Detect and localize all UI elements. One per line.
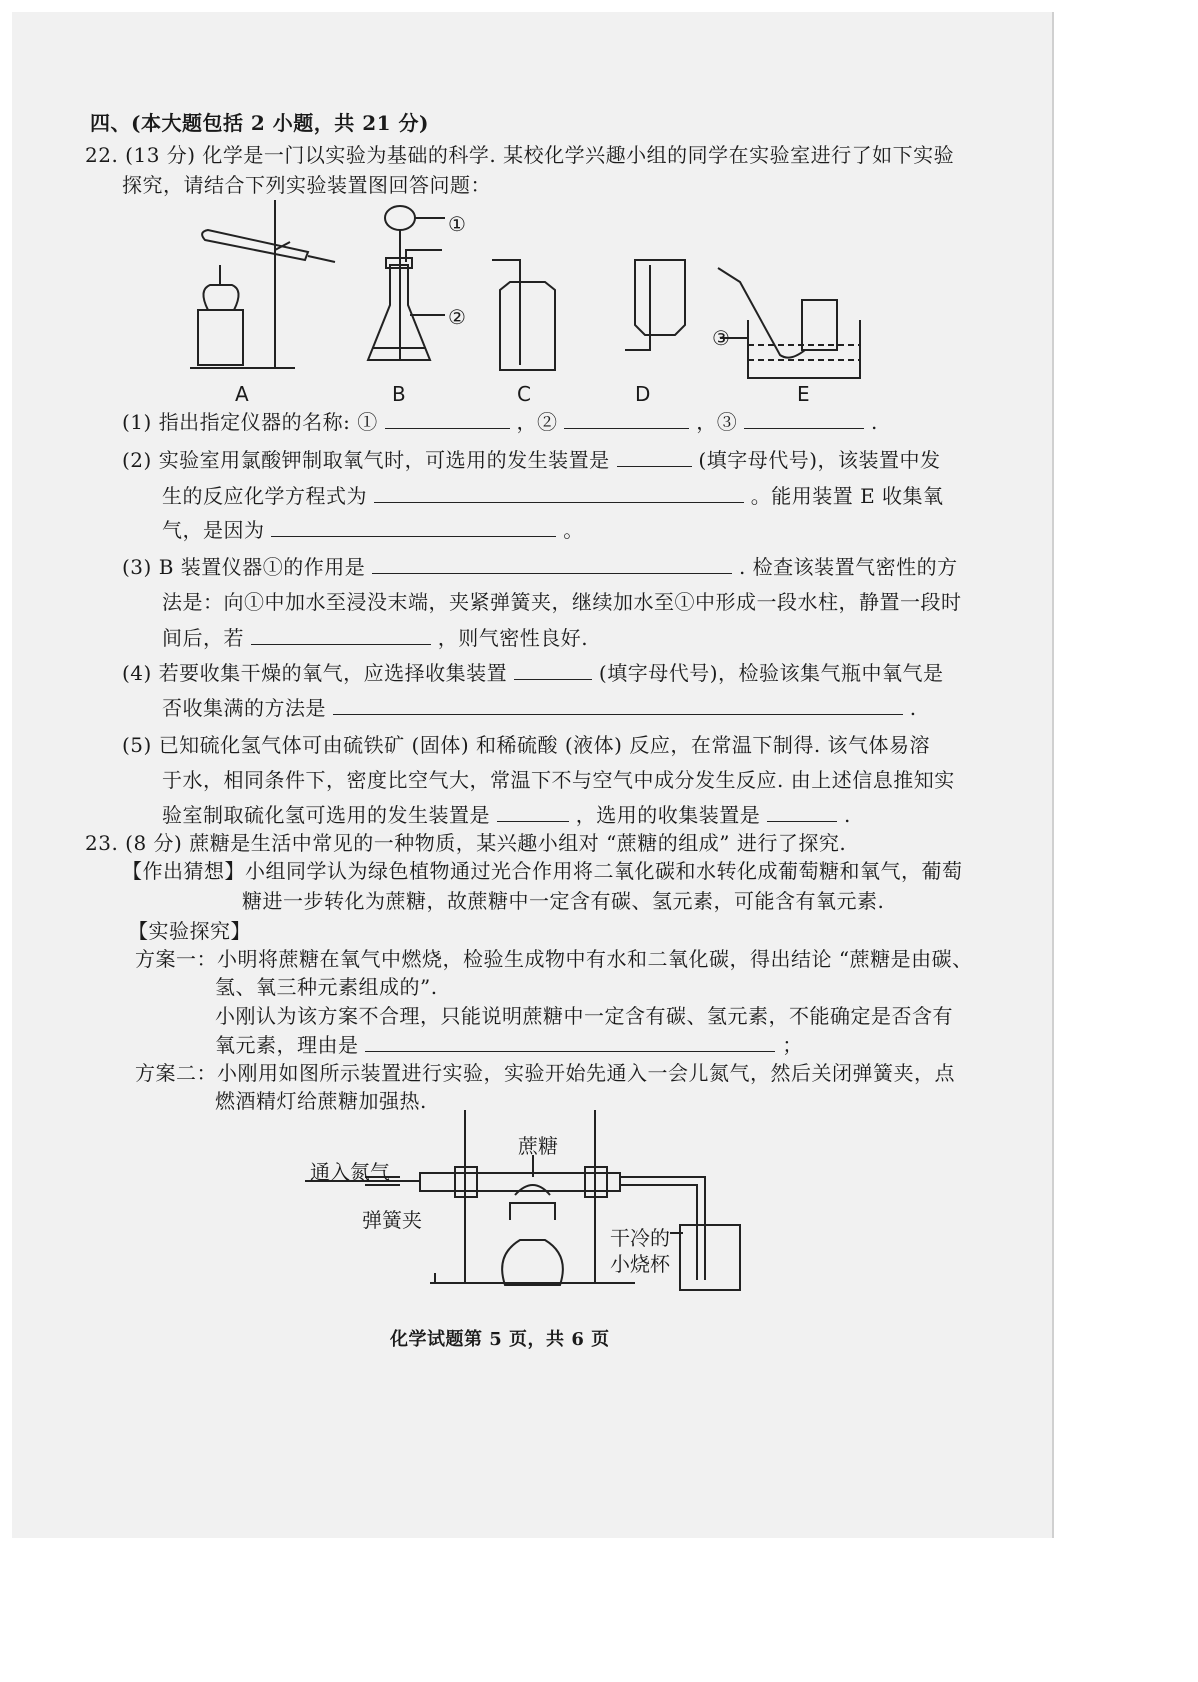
answer-blank-1a[interactable] (385, 408, 510, 429)
q22-part3-text-a: (3) B 装置仪器①的作用是 (122, 555, 366, 579)
q22-intro-line1: 22. (13 分) 化学是一门以实验为基础的科学. 某校化学兴趣小组的同学在实验室进行了如下实验 (85, 143, 955, 167)
answer-blank-23a[interactable] (365, 1031, 775, 1052)
marker-1: ① (448, 212, 466, 236)
q22-part5-text-d: ，选用的收集装置是 (575, 803, 761, 827)
label-e: E (797, 382, 810, 406)
q22-part2-line3 (162, 516, 584, 543)
answer-blank-1b[interactable] (564, 408, 689, 429)
apparatus-c (492, 260, 555, 370)
q22-part5-line2: 于水，相同条件下，密度比空气大，常温下不与空气中成分发生反应. 由上述信息推知实 (162, 768, 955, 792)
label-d: D (635, 382, 651, 406)
q22-part1-text: (1) 指出指定仪器的名称: ① (122, 410, 378, 434)
answer-blank-4b[interactable] (333, 694, 903, 715)
label-sucrose: 蔗糖 (518, 1134, 558, 1158)
q23-guess-line2: 糖进一步转化为蔗糖，故蔗糖中一定含有碳、氢元素，可能含有氧元素. (242, 889, 885, 913)
q22-part1-end: . (870, 410, 878, 434)
q23-plan1-text-5: ； (782, 1033, 803, 1057)
q22-part2-line1 (122, 446, 941, 473)
q23-plan1-line3: 小刚认为该方案不合理，只能说明蔗糖中一定含有碳、氢元素，不能确定是否含有 (215, 1004, 953, 1028)
q23-plan1-line4 (215, 1031, 803, 1058)
q23-plan1-line1: 方案一：小明将蔗糖在氧气中燃烧，检验生成物中有水和二氧化碳，得出结论 “蔗糖是由碳、 (135, 947, 973, 971)
label-b: B (392, 382, 406, 406)
q22-part2-line2 (162, 482, 944, 509)
apparatus-figure (180, 190, 880, 400)
q22-part1 (122, 408, 878, 435)
q23-guess-line1: 【作出猜想】小组同学认为绿色植物通过光合作用将二氧化碳和水转化成葡萄糖和氧气，葡萄 (122, 859, 963, 883)
q22-part4-text-a: (4) 若要收集干燥的氧气，应选择收集装置 (122, 661, 508, 685)
q22-part1-sep3: ，③ (696, 410, 738, 434)
answer-blank-5a[interactable] (497, 801, 569, 822)
q22-part4-text-c: 否收集满的方法是 (162, 696, 326, 720)
q23-plan1-text-4: 氧元素，理由是 (215, 1033, 359, 1057)
q22-part5-text-e: . (843, 803, 851, 827)
answer-blank-2a[interactable] (617, 446, 692, 467)
q22-part4-line1 (122, 659, 944, 686)
q22-part4-text-b: (填字母代号)，检验该集气瓶中氧气是 (598, 661, 944, 685)
answer-blank-1c[interactable] (744, 408, 864, 429)
q23-plan1-line2: 氢、氧三种元素组成的”. (215, 975, 438, 999)
q22-part5-line1: (5) 已知硫化氢气体可由硫铁矿 (固体) 和稀硫酸 (液体) 反应，在常温下制得. 该气体易溶 (122, 733, 931, 757)
marker-2: ② (448, 305, 466, 329)
q22-part2-text-f: 。 (563, 518, 584, 542)
q22-part3-text-d: 间后，若 (162, 626, 244, 650)
apparatus-a (190, 200, 335, 368)
q22-part2-text-e: 气，是因为 (162, 518, 265, 542)
answer-blank-2b[interactable] (374, 482, 744, 503)
answer-blank-4a[interactable] (514, 659, 592, 680)
q22-part2-text-d: 。能用装置 E 收集氧 (750, 484, 944, 508)
apparatus-d (625, 260, 685, 350)
page-footer: 化学试题第 5 页，共 6 页 (390, 1329, 610, 1350)
q22-part5-text-c: 验室制取硫化氢可选用的发生装置是 (162, 803, 490, 827)
q22-part3-line2: 法是：向①中加水至浸没末端，夹紧弹簧夹，继续加水至①中形成一段水柱，静置一段时 (162, 590, 962, 614)
answer-blank-3a[interactable] (372, 553, 732, 574)
q22-part3-line3 (162, 624, 588, 651)
marker-3: ③ (712, 326, 730, 350)
q22-part3-text-b: . 检查该装置气密性的方 (738, 555, 958, 579)
label-clamp: 弹簧夹 (362, 1208, 422, 1232)
q22-part3-text-e: ，则气密性良好. (437, 626, 589, 650)
q22-part4-text-d: . (909, 696, 917, 720)
q23-intro: 23. (8 分) 蔗糖是生活中常见的一种物质，某兴趣小组对 “蔗糖的组成” 进行了探究. (85, 831, 847, 855)
q22-part2-text-b: (填字母代号)，该装置中发 (698, 448, 941, 472)
q22-part5-line3 (162, 801, 851, 828)
q23-explore-heading: 【实验探究】 (128, 919, 251, 943)
q22-part2-text-c: 生的反应化学方程式为 (162, 484, 367, 508)
q22-intro-line2: 探究，请结合下列实验装置图回答问题： (122, 173, 491, 197)
apparatus-e (718, 268, 860, 378)
section-heading: 四、(本大题包括 2 小题，共 21 分) (90, 111, 430, 135)
q22-part3-line1 (122, 553, 958, 580)
label-beaker-2: 小烧杯 (610, 1252, 670, 1276)
label-beaker-1: 干冷的 (610, 1226, 670, 1250)
answer-blank-2c[interactable] (271, 516, 556, 537)
q22-part1-sep2: ，② (516, 410, 558, 434)
apparatus-b (368, 206, 445, 360)
label-nitrogen: 通入氮气 (310, 1160, 390, 1184)
q22-part2-text-a: (2) 实验室用氯酸钾制取氧气时，可选用的发生装置是 (122, 448, 610, 472)
label-c: C (517, 382, 531, 406)
q23-plan2-line2: 燃酒精灯给蔗糖加强热. (215, 1089, 427, 1113)
answer-blank-3b[interactable] (251, 624, 431, 645)
answer-blank-5b[interactable] (767, 801, 837, 822)
label-a: A (235, 382, 249, 406)
q23-plan2-line1: 方案二：小刚用如图所示装置进行实验，实验开始先通入一会儿氮气，然后关闭弹簧夹，点 (135, 1061, 955, 1085)
q22-part4-line2 (162, 694, 917, 721)
